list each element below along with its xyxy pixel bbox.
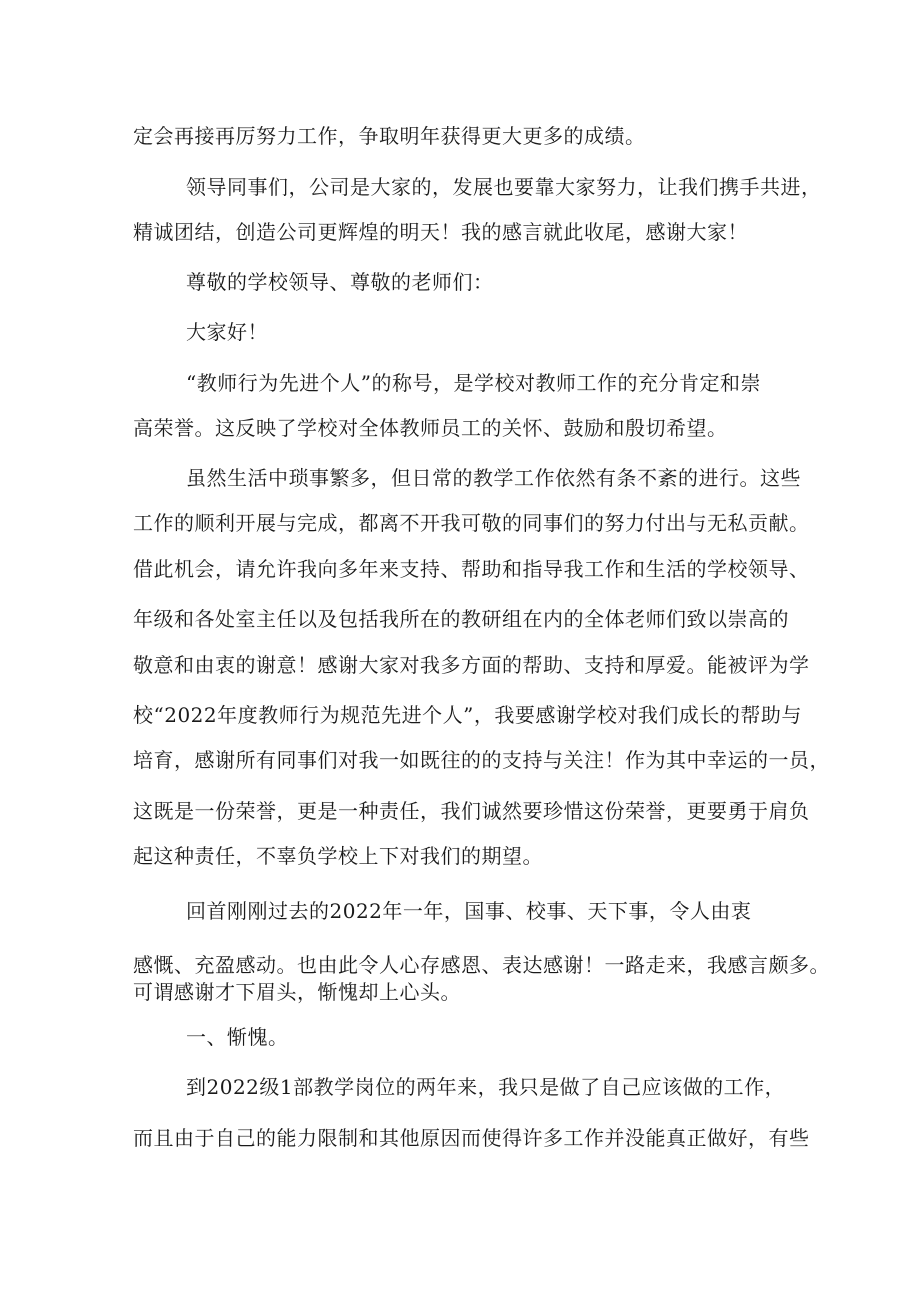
text-line-15: 这既是一份荣誉，更是一种责任，我们诚然要珍惜这份荣誉，更要勇于肩负 [133, 799, 810, 823]
text-line-19: 可谓感谢才下眉头，惭愧却上心头。 [133, 980, 461, 1004]
text-line-11: 年级和各处室主任以及包括我所在的教研组在内的全体老师们致以崇高的 [133, 607, 789, 631]
text-line-22: 而且由于自己的能力限制和其他原因而使得许多工作并没能真正做好，有些 [133, 1126, 810, 1150]
text-line-14: 培育，感谢所有同事们对我一如既往的的支持与关注！作为其中幸运的一员， [133, 748, 830, 772]
text-line-7: 高荣誉。这反映了学校对全体教师员工的关怀、鼓励和殷切希望。 [133, 416, 728, 440]
text-line-13: 校“2022年度教师行为规范先进个人”，我要感谢学校对我们成长的帮助与 [133, 703, 802, 727]
salutation: 尊敬的学校领导、尊敬的老师们： [186, 270, 494, 294]
text-line-12: 敬意和由衷的谢意！感谢大家对我多方面的帮助、支持和厚爱。能被评为学 [133, 653, 810, 677]
text-line-3: 精诚团结，创造公司更辉煌的明天！我的感言就此收尾，感谢大家！ [133, 220, 748, 244]
section-heading: 一、惭愧。 [186, 1025, 289, 1049]
text-line-16: 起这种责任，不辜负学校上下对我们的期望。 [133, 844, 543, 868]
text-line-1: 定会再接再厉努力工作，争取明年获得更大更多的成绩。 [133, 124, 646, 148]
text-line-10: 借此机会，请允许我向多年来支持、帮助和指导我工作和生活的学校领导、 [133, 557, 810, 581]
text-line-21: 到2022级1部教学岗位的两年来，我只是做了自己应该做的工作， [186, 1075, 786, 1099]
text-line-6: “教师行为先进个人”的称号，是学校对教师工作的充分肯定和崇 [186, 371, 761, 395]
text-line-2: 领导同事们，公司是大家的，发展也要靠大家努力，让我们携手共进， [186, 175, 822, 199]
text-line-18: 感慨、充盈感动。也由此令人心存感恩、表达感谢！一路走来，我感言颇多。 [133, 953, 830, 977]
text-line-17: 回首刚刚过去的2022年一年，国事、校事、天下事，令人由衷 [186, 899, 752, 923]
text-line-9: 工作的顺利开展与完成，都离不开我可敬的同事们的努力付出与无私贡献。 [133, 511, 810, 535]
text-line-8: 虽然生活中琐事繁多，但日常的教学工作依然有条不紊的进行。这些 [186, 466, 801, 490]
greeting: 大家好！ [186, 320, 268, 344]
